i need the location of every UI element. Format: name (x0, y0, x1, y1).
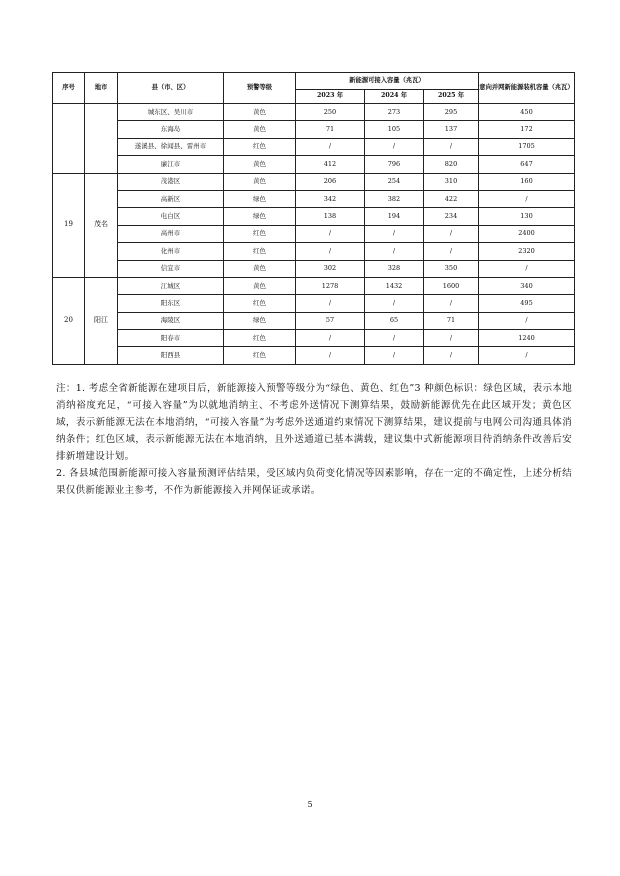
table-header (53, 73, 575, 104)
capacity-2025-cell: 350 (424, 260, 479, 277)
header-year-2025: 2025 年 (424, 90, 479, 104)
table-row (53, 208, 575, 225)
table-row (53, 277, 575, 294)
capacity-2023-cell: 302 (296, 260, 365, 277)
capacity-2023-cell: 412 (296, 156, 365, 173)
capacity-2025-cell: 1600 (424, 277, 479, 294)
warning-level-cell: 黄色 (224, 156, 296, 173)
capacity-2024-cell: 194 (365, 208, 424, 225)
intended-capacity-cell: 495 (479, 295, 575, 312)
capacity-2025-cell: 71 (424, 312, 479, 329)
capacity-2025-cell: 310 (424, 173, 479, 190)
intended-capacity-cell: 647 (479, 156, 575, 173)
header-warning-level: 预警等级 (224, 73, 296, 104)
table-row (53, 104, 575, 121)
capacity-2024-cell: 382 (365, 190, 424, 207)
warning-level-cell: 黄色 (224, 173, 296, 190)
intended-capacity-cell: / (479, 312, 575, 329)
intended-capacity-cell: 2320 (479, 243, 575, 260)
county-cell: 海陵区 (118, 312, 224, 329)
capacity-2024-cell: 1432 (365, 277, 424, 294)
intended-capacity-cell: 340 (479, 277, 575, 294)
intended-capacity-cell: 1705 (479, 138, 575, 155)
county-cell: 高州市 (118, 225, 224, 242)
table-row (53, 156, 575, 173)
capacity-2023-cell: / (296, 347, 365, 364)
table-row (53, 260, 575, 277)
city-cell (85, 104, 118, 174)
page-number: 5 (307, 800, 313, 809)
county-cell: 东海岛 (118, 121, 224, 138)
county-cell: 高新区 (118, 190, 224, 207)
city-cell: 阳江 (85, 277, 118, 364)
warning-level-cell: 红色 (224, 225, 296, 242)
capacity-2024-cell: / (365, 243, 424, 260)
header-index: 序号 (53, 73, 85, 104)
table-row (53, 330, 575, 347)
county-cell: 阳西县 (118, 347, 224, 364)
capacity-2023-cell: / (296, 330, 365, 347)
index-cell: 19 (53, 173, 85, 277)
intended-capacity-cell: 172 (479, 121, 575, 138)
capacity-2025-cell: 422 (424, 190, 479, 207)
capacity-2023-cell: 206 (296, 173, 365, 190)
capacity-2024-cell: / (365, 295, 424, 312)
capacity-2023-cell: / (296, 225, 365, 242)
county-cell: 茂港区 (118, 173, 224, 190)
capacity-2023-cell: / (296, 243, 365, 260)
capacity-2023-cell: 71 (296, 121, 365, 138)
table-row (53, 138, 575, 155)
capacity-2025-cell: / (424, 347, 479, 364)
table-row (53, 312, 575, 329)
county-cell: 阳东区 (118, 295, 224, 312)
county-cell: 化州市 (118, 243, 224, 260)
intended-capacity-cell: 2400 (479, 225, 575, 242)
table-row (53, 225, 575, 242)
warning-level-cell: 红色 (224, 330, 296, 347)
header-capacity-group: 新能源可接入容量（兆瓦） (296, 73, 479, 90)
warning-level-cell: 绿色 (224, 208, 296, 225)
index-cell: 20 (53, 277, 85, 364)
capacity-2025-cell: / (424, 243, 479, 260)
table-row (53, 295, 575, 312)
warning-level-cell: 红色 (224, 138, 296, 155)
table-body (53, 104, 575, 365)
capacity-2025-cell: / (424, 225, 479, 242)
capacity-2025-cell: 137 (424, 121, 479, 138)
intended-capacity-cell: 450 (479, 104, 575, 121)
capacity-2025-cell: / (424, 295, 479, 312)
capacity-2023-cell: 138 (296, 208, 365, 225)
index-cell (53, 104, 85, 174)
header-city: 地市 (85, 73, 118, 104)
capacity-2024-cell: / (365, 330, 424, 347)
capacity-2025-cell: 234 (424, 208, 479, 225)
table-row (53, 121, 575, 138)
table-row (53, 243, 575, 260)
warning-level-cell: 黄色 (224, 104, 296, 121)
warning-level-cell: 绿色 (224, 190, 296, 207)
capacity-2024-cell: / (365, 225, 424, 242)
table-row (53, 347, 575, 364)
warning-level-cell: 黄色 (224, 277, 296, 294)
capacity-2024-cell: 65 (365, 312, 424, 329)
capacity-2023-cell: 57 (296, 312, 365, 329)
intended-capacity-cell: / (479, 347, 575, 364)
intended-capacity-cell: 160 (479, 173, 575, 190)
capacity-2025-cell: 820 (424, 156, 479, 173)
warning-level-cell: 红色 (224, 243, 296, 260)
capacity-2024-cell: / (365, 347, 424, 364)
capacity-2025-cell: 295 (424, 104, 479, 121)
header-intended-capacity: 意向并网新能源装机容量（兆瓦） (479, 73, 575, 104)
county-cell: 阳春市 (118, 330, 224, 347)
warning-level-cell: 红色 (224, 295, 296, 312)
county-cell: 电白区 (118, 208, 224, 225)
capacity-2025-cell: / (424, 138, 479, 155)
capacity-2023-cell: 1278 (296, 277, 365, 294)
capacity-2023-cell: 342 (296, 190, 365, 207)
capacity-2023-cell: / (296, 295, 365, 312)
warning-level-cell: 黄色 (224, 121, 296, 138)
header-year-2023: 2023 年 (296, 90, 365, 104)
capacity-2023-cell: 250 (296, 104, 365, 121)
county-cell: 廉江市 (118, 156, 224, 173)
note-2: 2. 各县城范围新能源可接入容量预测评估结果，受区域内负荷变化情况等因素影响，存在一定的不确定性，上述分析结果仅供新能源业主参考，不作为新能源接入并网保证或承诺。 (56, 468, 572, 496)
county-cell: 遂溪县、徐闻县、雷州市 (118, 138, 224, 155)
capacity-2024-cell: 328 (365, 260, 424, 277)
city-cell: 茂名 (85, 173, 118, 277)
capacity-table (52, 72, 575, 365)
capacity-2025-cell: / (424, 330, 479, 347)
warning-level-cell: 黄色 (224, 260, 296, 277)
county-cell: 江城区 (118, 277, 224, 294)
table-row (53, 173, 575, 190)
county-cell: 城东区、吴川市 (118, 104, 224, 121)
intended-capacity-cell: 1240 (479, 330, 575, 347)
county-cell: 信宜市 (118, 260, 224, 277)
header-year-2024: 2024 年 (365, 90, 424, 104)
header-county: 县（市、区） (118, 73, 224, 104)
warning-level-cell: 红色 (224, 347, 296, 364)
intended-capacity-cell: 130 (479, 208, 575, 225)
warning-level-cell: 绿色 (224, 312, 296, 329)
capacity-2024-cell: 273 (365, 104, 424, 121)
note-1: 注：1. 考虑全省新能源在建项目后，新能源接入预警等级分为“绿色、黄色、红色”3 种颜色标识：绿色区域，表示本地消纳裕度充足，“可接入容量”为以就地消纳主、不考虑外送情况下测算结果，鼓励新能源优先在此区域开发；黄色区域，表示新能源无法在本地消纳，“可接入容量”为考虑外送通道约束情况下测算结果，建议提前与电网公司沟通具体消纳条件；红色区域，表示新能源无法在本地消纳，且外送通道已基本满载，建议集中式新能源项目待消纳条件改善后安排新增建设计划。 (56, 383, 572, 462)
table-row (53, 190, 575, 207)
intended-capacity-cell: / (479, 190, 575, 207)
notes (56, 380, 572, 499)
intended-capacity-cell: / (479, 260, 575, 277)
capacity-2024-cell: / (365, 138, 424, 155)
capacity-2024-cell: 796 (365, 156, 424, 173)
capacity-2023-cell: / (296, 138, 365, 155)
capacity-2024-cell: 105 (365, 121, 424, 138)
capacity-2024-cell: 254 (365, 173, 424, 190)
